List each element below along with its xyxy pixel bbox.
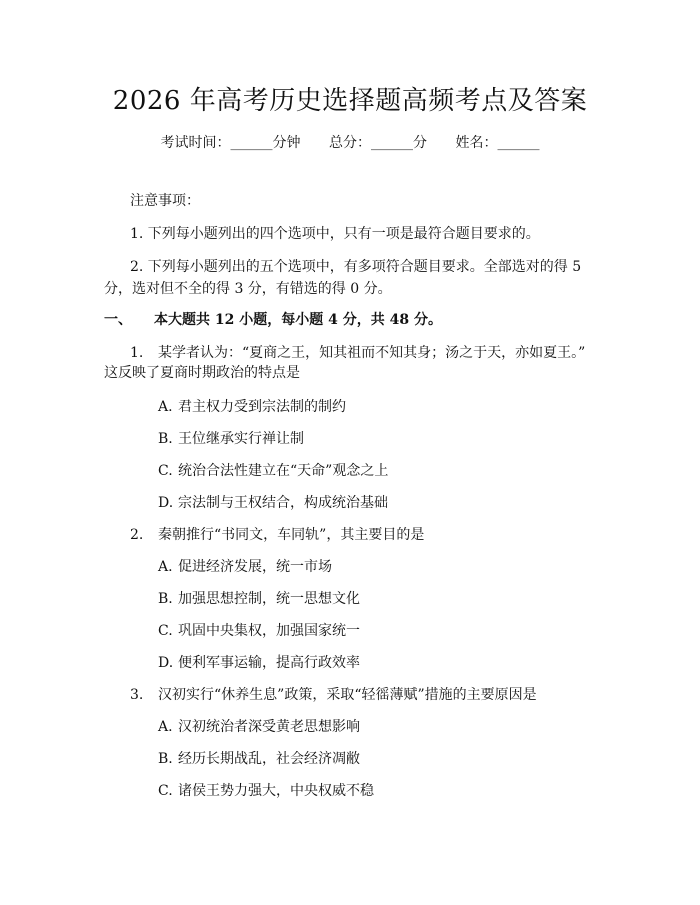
option-letter: B. xyxy=(158,431,173,447)
question-3-option-a xyxy=(158,717,700,737)
question-text: 某学者认为：“夏商之王，知其祖而不知其身；汤之于天，亦如夏王。” xyxy=(158,345,586,361)
question-1-continued: 这反映了夏商时期政治的特点是 xyxy=(104,365,300,381)
question-text: 汉初实行“休养生息”政策，采取“轻徭薄赋”措施的主要原因是 xyxy=(158,687,537,703)
option-text: 巩固中央集权，加强国家统一 xyxy=(178,623,360,639)
option-letter: D. xyxy=(158,495,174,511)
option-text: 经历长期战乱，社会经济凋敝 xyxy=(178,751,360,767)
question-3 xyxy=(130,685,700,705)
document-title: 2026 年高考历史选择题高频考点及答案 xyxy=(112,86,588,116)
exam-meta-line xyxy=(0,132,700,152)
section-number: 一、 xyxy=(104,312,132,328)
question-2-option-a xyxy=(158,557,700,577)
option-letter: D. xyxy=(158,655,174,671)
notice-item-1: 1. 下列每小题列出的四个选项中，只有一项是最符合题目要求的。 xyxy=(130,226,540,242)
option-letter: A. xyxy=(158,559,173,575)
option-letter: C. xyxy=(158,623,173,639)
notice-item-2-continued: 分，选对但不全的得 3 分，有错选的得 0 分。 xyxy=(104,281,392,297)
question-2-option-c xyxy=(158,621,700,641)
notice-heading: 注意事项： xyxy=(130,193,200,209)
question-2-option-b xyxy=(158,589,700,609)
option-text: 汉初统治者深受黄老思想影响 xyxy=(178,719,360,735)
total-score-field: 总分：______分 xyxy=(329,135,427,151)
option-text: 宗法制与王权结合，构成统治基础 xyxy=(178,495,388,511)
option-text: 加强思想控制，统一思想文化 xyxy=(178,591,360,607)
question-3-option-c xyxy=(158,781,700,801)
option-letter: A. xyxy=(158,399,173,415)
option-letter: C. xyxy=(158,783,173,799)
section-description: 本大题共 12 小题，每小题 4 分，共 48 分。 xyxy=(154,312,442,328)
question-3-option-b xyxy=(158,749,700,769)
student-name-field: 姓名：______ xyxy=(455,135,540,151)
question-number: 1. xyxy=(130,345,144,361)
question-2 xyxy=(130,525,700,545)
option-text: 王位继承实行禅让制 xyxy=(178,431,304,447)
question-number: 3. xyxy=(130,687,144,703)
option-letter: C. xyxy=(158,463,173,479)
option-text: 君主权力受到宗法制的制约 xyxy=(178,399,346,415)
question-text: 秦朝推行“书同文，车同轨”，其主要目的是 xyxy=(158,527,425,543)
question-1 xyxy=(130,343,700,363)
notice-item-2: 2. 下列每小题列出的五个选项中，有多项符合题目要求。全部选对的得 5 xyxy=(130,259,582,275)
question-1-option-d xyxy=(158,493,700,513)
exam-time-field: 考试时间：______分钟 xyxy=(160,135,301,151)
option-letter: B. xyxy=(158,591,173,607)
question-1-option-b xyxy=(158,429,700,449)
option-text: 促进经济发展，统一市场 xyxy=(178,559,332,575)
section-heading xyxy=(104,310,700,330)
option-text: 便利军事运输，提高行政效率 xyxy=(178,655,360,671)
question-number: 2. xyxy=(130,527,144,543)
question-1-option-a xyxy=(158,397,700,417)
option-text: 统治合法性建立在“天命”观念之上 xyxy=(178,463,389,479)
question-1-option-c xyxy=(158,461,700,481)
option-letter: B. xyxy=(158,751,173,767)
option-letter: A. xyxy=(158,719,173,735)
option-text: 诸侯王势力强大，中央权威不稳 xyxy=(178,783,374,799)
question-2-option-d xyxy=(158,653,700,673)
